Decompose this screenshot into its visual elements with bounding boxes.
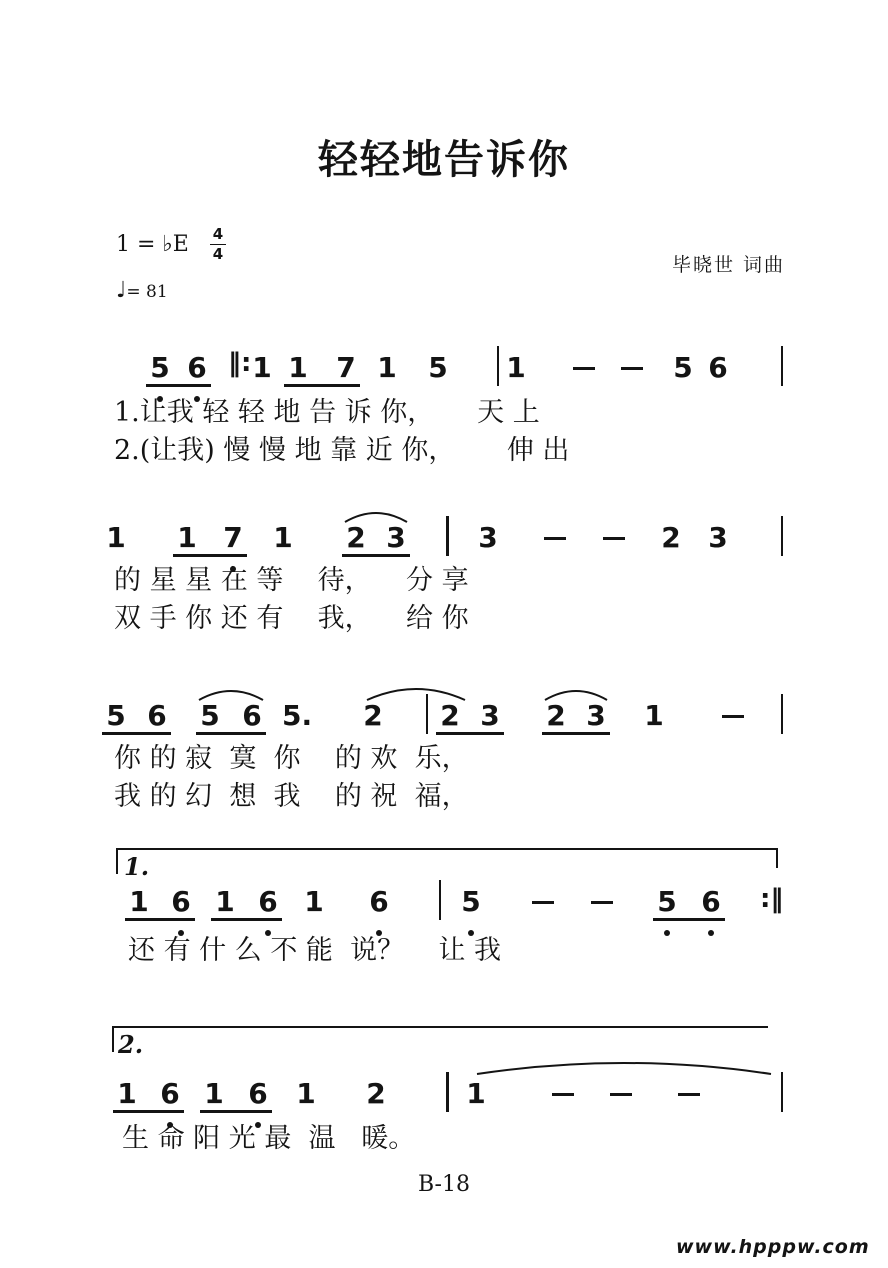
note: 1 — [129, 885, 149, 918]
note: 6 — [171, 885, 191, 918]
beam-underline — [436, 732, 504, 735]
repeat-end-sign: :‖ — [760, 884, 784, 914]
note-dash — [722, 715, 744, 718]
lyric-line-1: 还 有 什 么 不 能 说？ 让 我 — [128, 935, 501, 966]
slur-arc — [344, 508, 408, 524]
lyric-line-1: 1.让我 轻 轻 地 告 诉 你， 天 上 — [114, 397, 540, 428]
song-title: 轻轻地告诉你 — [318, 137, 570, 183]
note: 6 — [258, 885, 278, 918]
beam-underline — [211, 918, 282, 921]
beam-underline — [173, 554, 247, 557]
note: 3 — [478, 521, 498, 554]
note-dash — [621, 367, 643, 370]
watermark: www.hpppw.com — [676, 1236, 870, 1258]
beam-underline — [102, 732, 171, 735]
note: 1 — [273, 521, 293, 554]
volta-bracket — [776, 848, 778, 868]
note: 1 — [466, 1077, 486, 1110]
note-dash — [552, 1093, 574, 1096]
volta-bracket — [116, 848, 776, 850]
note: 1 — [644, 699, 664, 732]
note-dash — [678, 1093, 700, 1096]
tempo-marking — [116, 278, 168, 303]
tie-arc — [366, 684, 466, 702]
note-dash — [591, 901, 613, 904]
repeat-start-sign: ‖: — [228, 348, 252, 378]
lyric-line-1: 生 命 阳 光 最 温 暖。 — [122, 1123, 416, 1154]
note: 3 — [386, 521, 406, 554]
quarter-note-icon: ♩ — [116, 278, 127, 303]
lyric-line-1: 的 星 星 在 等 待， 分 享 — [114, 565, 469, 596]
composer-credit: 毕晓世 词曲 — [672, 254, 786, 276]
bar-line — [781, 516, 783, 556]
time-signature-top: 4 — [212, 225, 224, 243]
note: 7 — [336, 351, 356, 384]
beam-underline — [200, 1110, 272, 1113]
note: 2 — [346, 521, 366, 554]
note: 1 — [204, 1077, 224, 1110]
note-dash — [603, 537, 625, 540]
volta-bracket — [112, 1026, 114, 1052]
note: 5 — [150, 351, 170, 384]
lyric-line-2: 我 的 幻 想 我 的 祝 福， — [114, 781, 469, 812]
time-signature — [210, 226, 226, 263]
beam-underline — [113, 1110, 184, 1113]
bar-line — [497, 346, 499, 386]
beam-underline — [542, 732, 610, 735]
page-number: B-18 — [417, 1172, 470, 1197]
note: 5 — [106, 699, 126, 732]
note: 5. — [282, 699, 313, 732]
beam-underline — [653, 918, 725, 921]
bar-line — [446, 1072, 449, 1112]
volta-label: 2. — [118, 1030, 144, 1059]
note: 3 — [708, 521, 728, 554]
note: 6 — [242, 699, 262, 732]
note: 3 — [480, 699, 500, 732]
note: 5 — [673, 351, 693, 384]
note: 1 — [252, 351, 272, 384]
note: 2 — [661, 521, 681, 554]
note-dash — [610, 1093, 632, 1096]
note: 7 — [223, 521, 243, 554]
note: 1 — [288, 351, 308, 384]
note: 6 — [187, 351, 207, 384]
note-dash — [573, 367, 595, 370]
note: 5 — [428, 351, 448, 384]
beam-underline — [125, 918, 195, 921]
note: 2 — [366, 1077, 386, 1110]
lyric-line-1: 你 的 寂 寞 你 的 欢 乐， — [114, 743, 469, 774]
note: 5 — [657, 885, 677, 918]
bar-line — [781, 346, 783, 386]
note: 1 — [377, 351, 397, 384]
note: 6 — [369, 885, 389, 918]
octave-dot — [708, 930, 714, 936]
note: 1 — [117, 1077, 137, 1110]
beam-underline — [196, 732, 266, 735]
volta-label: 1. — [124, 852, 150, 881]
beam-underline — [146, 384, 211, 387]
note: 6 — [701, 885, 721, 918]
note: 5 — [461, 885, 481, 918]
note: 6 — [708, 351, 728, 384]
note: 1 — [304, 885, 324, 918]
slur-arc — [198, 686, 264, 702]
lyric-line-2: 2.(让我) 慢 慢 地 靠 近 你， 伸 出 — [114, 435, 570, 466]
volta-bracket — [116, 848, 118, 874]
beam-underline — [342, 554, 410, 557]
octave-dot — [664, 930, 670, 936]
lyric-line-2: 双 手 你 还 有 我， 给 你 — [114, 603, 469, 634]
bar-line — [781, 1072, 783, 1112]
note: 2 — [546, 699, 566, 732]
note: 2 — [363, 699, 383, 732]
bar-line — [446, 516, 449, 556]
note: 6 — [248, 1077, 268, 1110]
beam-underline — [284, 384, 360, 387]
slur-arc — [544, 686, 608, 702]
key-signature: 1 = ♭E — [116, 232, 189, 257]
note: 2 — [440, 699, 460, 732]
note: 6 — [147, 699, 167, 732]
note: 1 — [296, 1077, 316, 1110]
note: 1 — [215, 885, 235, 918]
note: 3 — [586, 699, 606, 732]
bar-line — [781, 694, 783, 734]
bar-line — [439, 880, 441, 920]
time-signature-bottom: 4 — [212, 245, 224, 263]
tempo-value: = 81 — [126, 282, 168, 302]
note: 1 — [106, 521, 126, 554]
note-dash — [532, 901, 554, 904]
note: 1 — [177, 521, 197, 554]
note: 6 — [160, 1077, 180, 1110]
tie-arc — [476, 1058, 772, 1076]
volta-bracket — [112, 1026, 768, 1028]
note-dash — [544, 537, 566, 540]
note: 1 — [506, 351, 526, 384]
note: 5 — [200, 699, 220, 732]
